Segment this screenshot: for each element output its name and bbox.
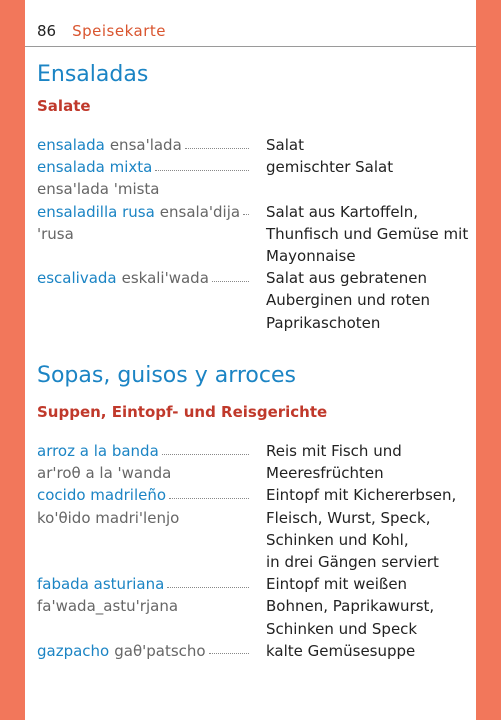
headword-cell xyxy=(37,156,249,178)
page-header xyxy=(37,22,166,40)
headword-cell xyxy=(37,618,249,640)
entry-line xyxy=(25,529,476,551)
dotted-leader xyxy=(169,498,249,499)
headword: fabada asturiana xyxy=(37,575,165,594)
dotted-leader xyxy=(167,587,249,588)
headword: ensalada xyxy=(37,136,105,154)
pronunciation: ensa'lada 'mista xyxy=(37,180,160,199)
dotted-leader xyxy=(209,653,249,654)
headword-cell xyxy=(37,134,249,156)
headword-cell xyxy=(37,551,249,573)
headword-cell xyxy=(37,507,249,529)
headword-cell xyxy=(37,595,249,617)
headword-cell xyxy=(37,312,249,334)
headword-cell xyxy=(37,245,249,267)
entry-line xyxy=(25,573,476,595)
pronunciation: ensa'lada xyxy=(109,136,182,154)
translation: Meeresfrüchten xyxy=(266,464,384,483)
translation: Paprikaschoten xyxy=(266,313,381,332)
entry-line xyxy=(25,134,476,156)
headword-cell xyxy=(37,223,249,245)
translation: Auberginen und roten xyxy=(266,291,431,310)
headword-cell xyxy=(37,440,249,462)
entry-line xyxy=(25,551,476,573)
entry-line xyxy=(25,507,476,529)
entry-line xyxy=(25,289,476,311)
translation: Thunfisch und Gemüse mit xyxy=(266,224,469,243)
headword-cell xyxy=(37,462,249,484)
entry-line xyxy=(25,640,476,662)
headword: gazpacho xyxy=(37,641,110,660)
headword-cell xyxy=(37,529,249,551)
headword-cell xyxy=(37,267,249,289)
headword-cell xyxy=(37,289,249,311)
header-rule xyxy=(25,46,476,47)
translation: Fleisch, Wurst, Speck, xyxy=(266,508,431,527)
right-margin-bar xyxy=(476,0,501,720)
headword: ensaladilla rusa xyxy=(37,202,155,221)
pronunciation: fa'wada_astu'rjana xyxy=(37,597,179,616)
entry-line xyxy=(25,484,476,506)
pronunciation: ko'θido madri'lenjo xyxy=(37,508,180,527)
translation: in drei Gängen serviert xyxy=(266,553,439,571)
entry-line xyxy=(25,618,476,640)
entry-line xyxy=(25,440,476,462)
headword-cell xyxy=(37,573,249,595)
headword: cocido madrileño xyxy=(37,486,167,505)
dictionary-page xyxy=(25,0,476,720)
translation: Eintopf mit weißen xyxy=(266,575,408,594)
page-number: 86 xyxy=(37,22,57,40)
headword: escalivada xyxy=(37,269,117,288)
pronunciation: gaθ'patscho xyxy=(114,641,206,660)
entry-line xyxy=(25,595,476,617)
headword-cell xyxy=(37,484,249,506)
translation: Salat aus gebratenen xyxy=(266,269,427,288)
entry-line xyxy=(25,223,476,245)
headword-cell xyxy=(37,640,249,662)
entry-line xyxy=(25,462,476,484)
translation: Bohnen, Paprikawurst, xyxy=(266,597,435,616)
pronunciation: 'rusa xyxy=(37,224,74,243)
dotted-leader xyxy=(155,170,249,171)
headword: arroz a la banda xyxy=(37,442,159,460)
entry-line xyxy=(25,201,476,223)
pronunciation: ar'roθ a la 'wanda xyxy=(37,464,172,483)
headword: ensalada mixta xyxy=(37,158,153,177)
section-title: Ensaladas xyxy=(37,62,149,87)
entry-line xyxy=(25,245,476,267)
section-subtitle: Suppen, Eintopf- und Reisgerichte xyxy=(37,403,328,421)
translation: kalte Gemüsesuppe xyxy=(266,641,416,660)
translation: Schinken und Kohl, xyxy=(266,530,409,549)
entry-line xyxy=(25,312,476,334)
dotted-leader xyxy=(212,281,249,282)
translation: Salat xyxy=(266,136,304,154)
dotted-leader xyxy=(162,454,249,455)
entry-line xyxy=(25,156,476,178)
entry-line xyxy=(25,178,476,200)
dotted-leader xyxy=(185,148,249,149)
translation: Reis mit Fisch und xyxy=(266,442,402,460)
translation: Salat aus Kartoffeln, xyxy=(266,202,418,221)
translation: Schinken und Speck xyxy=(266,619,418,638)
headword-cell xyxy=(37,201,249,223)
section-subtitle: Salate xyxy=(37,97,91,115)
translation: Mayonnaise xyxy=(266,247,356,265)
headword-cell xyxy=(37,178,249,200)
running-title: Speisekarte xyxy=(72,22,166,40)
dotted-leader xyxy=(243,214,249,215)
section-title: Sopas, guisos y arroces xyxy=(37,363,296,388)
pronunciation: ensala'dija xyxy=(159,202,241,221)
translation: Eintopf mit Kichererbsen, xyxy=(266,486,457,505)
translation: gemischter Salat xyxy=(266,158,394,177)
entry-line xyxy=(25,267,476,289)
pronunciation: eskali'wada xyxy=(121,269,209,288)
left-margin-bar xyxy=(0,0,25,720)
